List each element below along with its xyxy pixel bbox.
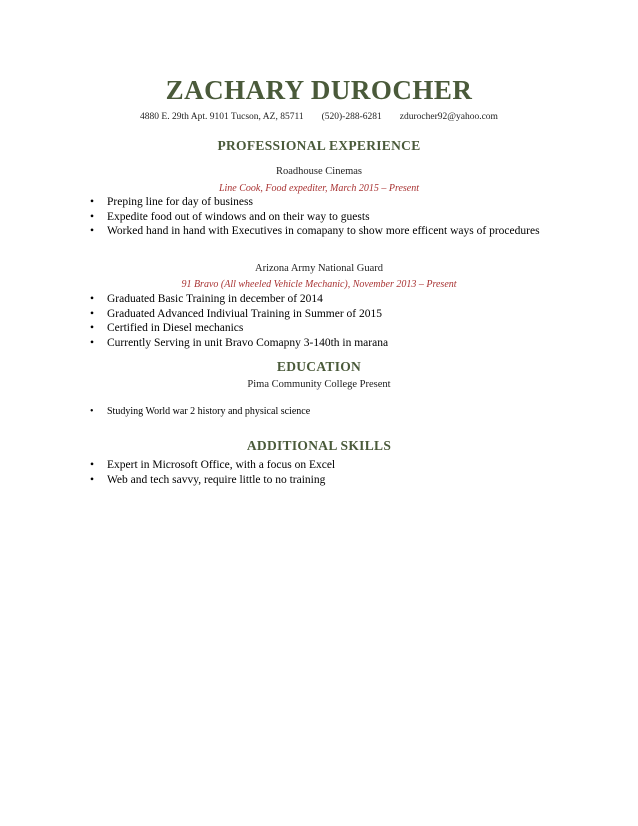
list-item: • Preping line for day of business xyxy=(90,195,630,210)
job-org: Arizona Army National Guard xyxy=(254,263,383,274)
skills-bullets xyxy=(90,458,630,487)
job-bullets xyxy=(90,195,630,239)
school: Pima Community College Present xyxy=(247,379,391,390)
job-org: Roadhouse Cinemas xyxy=(275,166,363,177)
education-heading: EDUCATION xyxy=(276,359,362,374)
list-item: • Certified in Diesel mechanics xyxy=(90,321,630,336)
skills-heading: ADDITIONAL SKILLS xyxy=(246,438,392,453)
email: zdurocher92@yahoo.com xyxy=(399,112,498,122)
list-item: • Expedite food out of windows and on their way to guests xyxy=(90,210,630,225)
candidate-name: ZACHARY DUROCHER xyxy=(165,75,473,105)
list-item: • Graduated Basic Training in december of 2014 xyxy=(90,292,630,307)
list-item: • Currently Serving in unit Bravo Comapny 3-140th in marana xyxy=(90,336,630,351)
job-role: 91 Bravo (All wheeled Vehicle Mechanic), November 2013 – Present xyxy=(181,279,457,290)
list-item: • Web and tech savvy, require little to no training xyxy=(90,473,630,488)
list-item: • Expert in Microsoft Office, with a focus on Excel xyxy=(90,458,630,473)
list-item: • Studying World war 2 history and physical science xyxy=(90,405,630,420)
job-bullets xyxy=(90,292,630,350)
list-item: • Worked hand in hand with Executives in comapany to show more efficent ways of procedures xyxy=(90,224,630,239)
contact-line xyxy=(0,110,638,124)
education-bullets xyxy=(90,405,630,420)
experience-heading: PROFESSIONAL EXPERIENCE xyxy=(217,138,421,153)
phone: (520)-288-6281 xyxy=(321,112,382,122)
job-role: Line Cook, Food expediter, March 2015 – Present xyxy=(218,183,420,194)
list-item: • Graduated Advanced Indiviual Training in Summer of 2015 xyxy=(90,307,630,322)
address: 4880 E. 29th Apt. 9101 Tucson, AZ, 85711 xyxy=(140,112,304,122)
